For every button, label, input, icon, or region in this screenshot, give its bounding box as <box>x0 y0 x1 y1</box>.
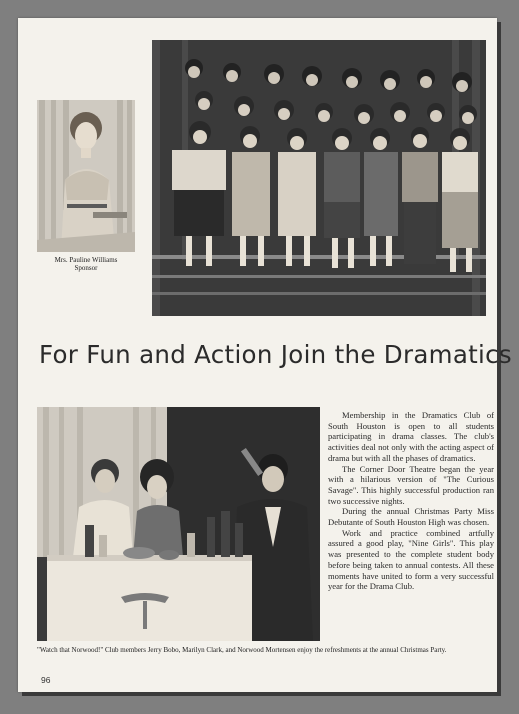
page-headline: For Fun and Action Join the Dramatics <box>39 340 512 369</box>
body-paragraph: Work and practice combined artfully assured a good play, "Nine Girls". This play was presented to the complete student body before being taken to annual contests. All these moments have united to form a very successful year for the Drama Club. <box>328 527 494 592</box>
yearbook-page <box>18 18 512 692</box>
page-number: 96 <box>41 675 51 685</box>
party-photo-caption: "Watch that Norwood!" Club members Jerry Bobo, Marilyn Clark, and Norwood Mortensen enjoy the refreshments at the annual Christmas Party. <box>37 646 447 654</box>
sponsor-title: Sponsor <box>74 264 98 272</box>
sponsor-name: Mrs. Pauline Williams <box>54 256 118 264</box>
body-paragraph: During the annual Christmas Party Miss Debutante of South Houston High was chosen. <box>328 506 494 528</box>
body-paragraph: The Corner Door Theatre began the year with a hilarious version of "The Curious Savage". This highly successful production ran two successive nights. <box>328 463 494 506</box>
christmas-party-photo <box>37 407 320 641</box>
sponsor-portrait-photo <box>37 100 135 252</box>
sponsor-caption <box>37 256 135 272</box>
body-paragraph: Membership in the Dramatics Club of South Houston is open to all students participating in drama classes. The club's activities deal not only with the acting aspect of drama but with all the phases of dramatics. <box>328 410 494 463</box>
article-body <box>328 410 494 592</box>
dramatics-club-group-photo <box>152 40 486 316</box>
